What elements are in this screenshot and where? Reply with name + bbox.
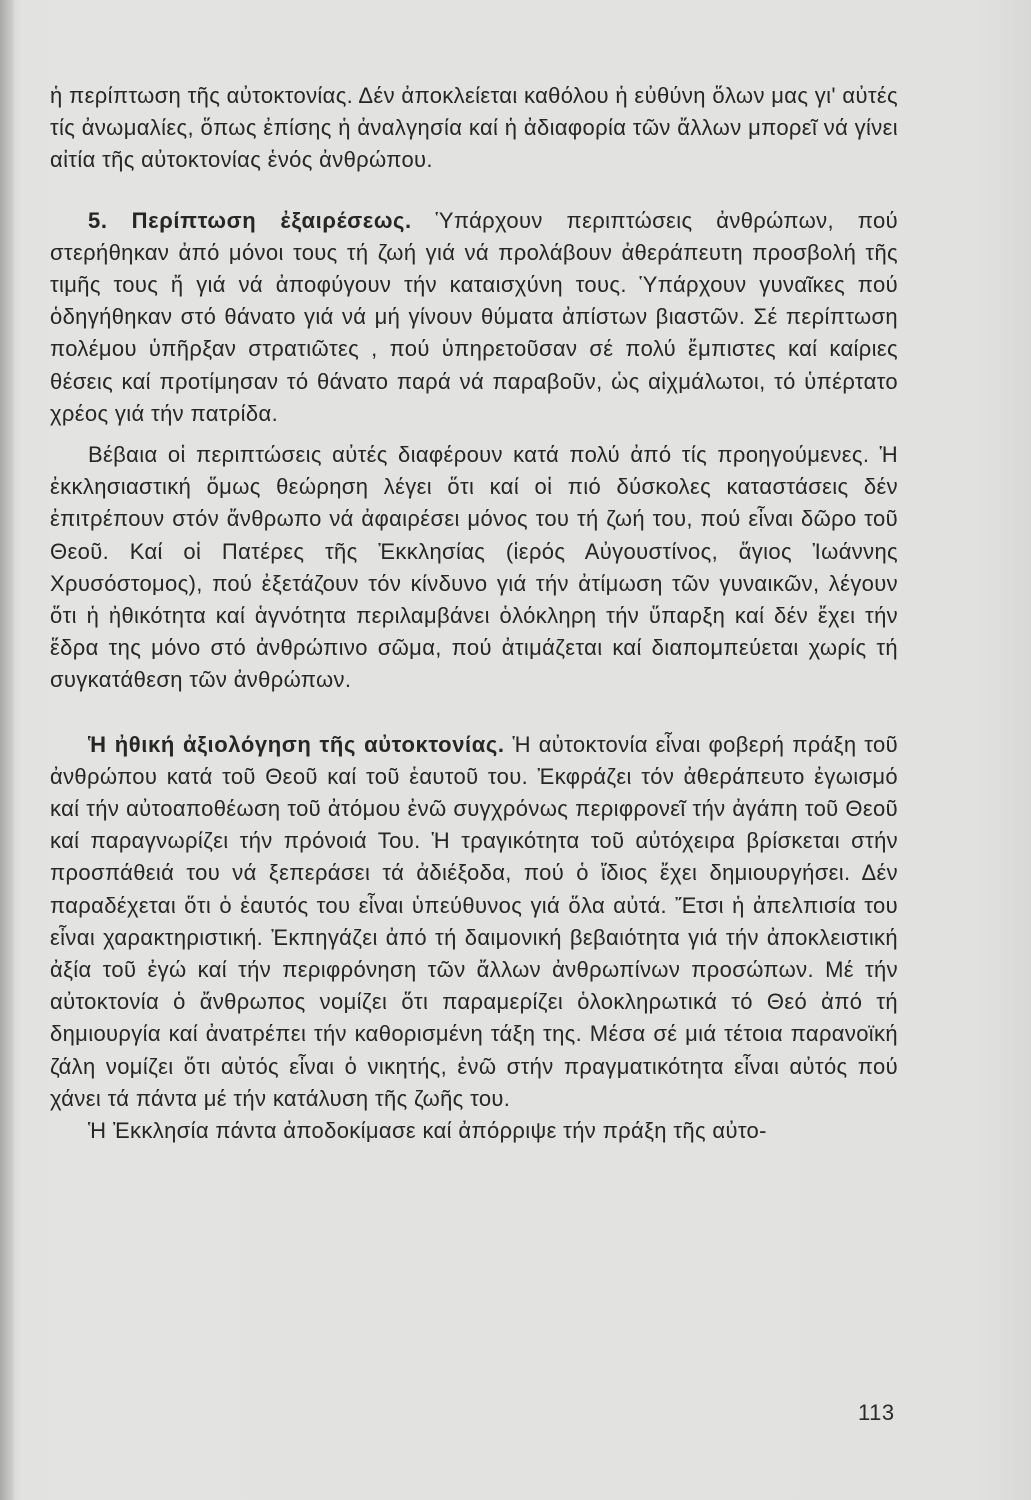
- binding-shadow: [0, 0, 14, 1500]
- paragraph-text: Ἡ αὐτοκτονία εἶναι φοβερή πράξη τοῦ ἀνθρώπου κατά τοῦ Θεοῦ καί τοῦ ἑαυτοῦ του. Ἐκφράζει τόν ἀθεράπευτο ἐγωισμό καί τήν αὐτοαποθέωση τοῦ ἀτόμου ἐνῶ συγχρόνως περιφρονεῖ τήν ἀγάπη τοῦ Θεοῦ καί παραγνωρίζει τήν πρόνοιά Του. Ἡ τραγικότητα τοῦ αὐτόχειρα βρίσκεται στήν προσπάθειά του νά ξεπεράσει τά ἀδιέξοδα, πού ὁ ἴδιος ἔχει δημιουργήσει. Δέν παραδέχεται ὅτι ὁ ἑαυτός του εἶναι ὑπεύθυνος γιά ὅλα αὐτά. Ἔτσι ἡ ἀπελπισία του εἶναι χαρακτηριστική. Ἐκπηγάζει ἀπό τή δαιμονική βεβαιότητα γιά τήν ἀποκλειστική ἀξία τοῦ ἐγώ καί τήν περιφρόνηση τῶν ἄλλων ἀνθρωπίνων προσώπων. Μέ τήν αὐτοκτονία ὁ ἄνθρωπος νομίζει ὅτι παραμερίζει ὁλοκληρωτικά τό Θεό ἀπό τή δημιουργία καί ἀνατρέπει τήν καθορισμένη τάξη της. Μέσα σέ μιά τέτοια παρανοϊκή ζάλη νομίζει ὅτι αὐτός εἶναι ὁ νικητής, ἐνῶ στήν πραγματικότητα εἶναι αὐτός πού χάνει τά πάντα μέ τήν κατάλυση τῆς ζωῆς του.: [50, 731, 898, 1111]
- paragraph-moral-evaluation: [50, 729, 898, 1115]
- paragraph-church-view: [50, 439, 898, 697]
- paragraph-exception-case: [50, 205, 898, 430]
- paragraph-text: Ἡ Ἐκκλησία πάντα ἀποδοκίμασε καί ἀπόρριψε τήν πράξη τῆς αὐτο-: [88, 1118, 767, 1144]
- paragraph-continuation: [50, 80, 898, 177]
- paragraph-text: Βέβαια οἱ περιπτώσεις αὐτές διαφέρουν κατά πολύ ἀπό τίς προηγούμενες. Ἡ ἐκκλησιαστική ὅμως θεώρηση λέγει ὅτι καί οἱ πιό δύσκολες καταστάσεις δέν ἐπιτρέπουν στόν ἄνθρωπο νά ἀφαιρέσει μόνος του τή ζωή του, πού εἶναι δῶρο τοῦ Θεοῦ. Καί οἱ Πατέρες τῆς Ἐκκλησίας (ἱερός Αὐγουστίνος, ἅγιος Ἰωάννης Χρυσόστομος), πού ἐξετάζουν τόν κίνδυνο γιά τήν ἀτίμωση τῶν γυναικῶν, λέγουν ὅτι ἡ ἠθικότητα καί ἁγνότητα περιλαμβάνει ὁλόκληρη τήν ὕπαρξη καί δέν ἔχει τήν ἕδρα της μόνο στό ἀνθρώπινο σῶμα, πού ἀτιμάζεται καί διαπομπεύεται χωρίς τή συγκατάθεση τῶν ἀνθρώπων.: [50, 442, 898, 693]
- body-text: [50, 80, 898, 1147]
- paragraph-text: ἡ περίπτωση τῆς αὐτοκτονίας. Δέν ἀποκλείεται καθόλου ἡ εὐθύνη ὅλων μας γι' αὐτές τίς ἀνωμαλίες, ὅπως ἐπίσης ἡ ἀναλγησία καί ἡ ἀδιαφορία τῶν ἄλλων μπορεῖ νά γίνει αἰτία τῆς αὐτοκτονίας ἑνός ἀνθρώπου.: [50, 83, 898, 173]
- page-number: 113: [858, 1400, 895, 1425]
- paragraph-text: Ὑπάρχουν περιπτώσεις ἀνθρώπων, πού στερήθηκαν ἀπό μόνοι τους τή ζωή γιά νά προλάβουν ἀθεράπευτη προσβολή τῆς τιμῆς τους ἤ γιά νά ἀποφύγουν τήν καταισχύνη τους. Ὑπάρχουν γυναῖκες πού ὁδηγήθηκαν στό θάνατο γιά νά μή γίνουν θύματα ἀπίστων βιαστῶν. Σέ περίπτωση πολέμου ὑπῆρξαν στρατιῶτες , πού ὑπηρετοῦσαν σέ πολύ ἔμπιστες καί καίριες θέσεις καί προτίμησαν τό θάνατο παρά νά παραβοῦν, ὡς αἰχμάλωτοι, τό ὑπέρτατο χρέος γιά τήν πατρίδα.: [50, 207, 898, 426]
- paragraph-church-rejection: [50, 1115, 898, 1147]
- section-heading-exception: 5. Περίπτωση ἐξαιρέσεως.: [88, 207, 412, 233]
- section-heading-moral-evaluation: Ἡ ἠθική ἀξιολόγηση τῆς αὐτοκτονίας.: [88, 731, 505, 757]
